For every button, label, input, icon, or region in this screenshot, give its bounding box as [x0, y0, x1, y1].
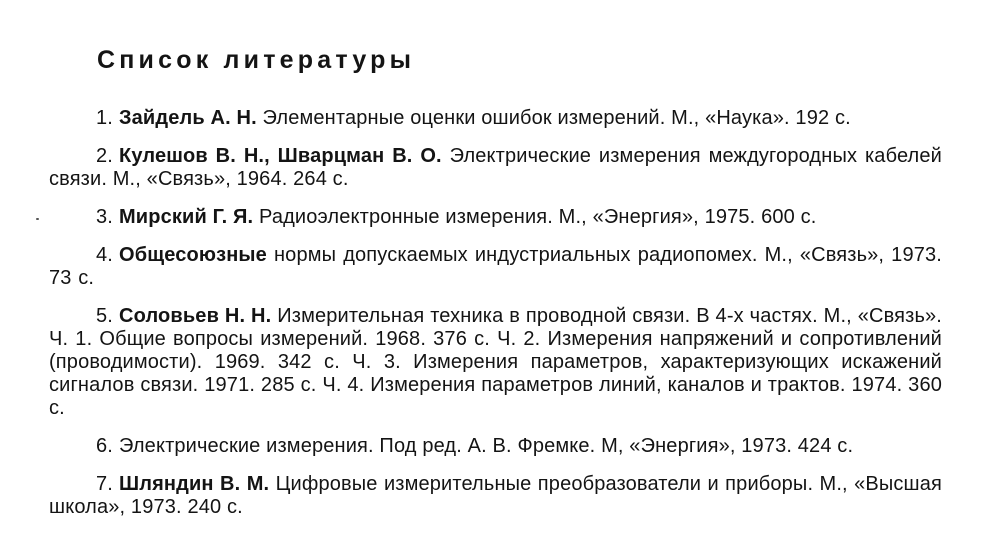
- reference-author: Шляндин В. М.: [118, 473, 270, 495]
- reference-text: Радиоэлектронные измерения. М., «Энергия», 1975. 600 с.: [259, 206, 817, 228]
- reference-number: 2.: [96, 145, 113, 167]
- reference-author: Общесоюзные: [118, 244, 267, 266]
- reference-text: нормы допускаемых индустриальных радиопомех. М., «Связь», 1973. 73 с.: [49, 244, 942, 289]
- reference-item: [49, 107, 942, 130]
- page-title: Список литературы: [97, 46, 416, 74]
- reference-item: [49, 435, 942, 458]
- reference-item: [49, 206, 942, 229]
- reference-text: Цифровые измерительные преобразователи и приборы. М., «Высшая школа», 1973. 240 с.: [49, 473, 942, 518]
- reference-number: 6.: [96, 435, 113, 457]
- reference-number: 5.: [96, 305, 113, 327]
- reference-text: Элементарные оценки ошибок измерений. М., «Наука». 192 с.: [262, 107, 851, 129]
- reference-number: 4.: [96, 244, 113, 266]
- reference-number: 7.: [96, 473, 113, 495]
- reference-author: Кулешов В. Н., Шварцман В. О.: [118, 145, 442, 167]
- reference-author: Мирский Г. Я.: [118, 206, 254, 228]
- reference-text: Измерительная техника в проводной связи. В 4-х частях. М., «Связь». Ч. 1. Общие вопросы измерений. 1968. 376 с. Ч. 2. Измерения напряжений и сопротивлений (проводимости). 1969. 342 с. Ч. 3. Измерения параметров, характеризующих искажений сигналов связи. 1971. 285 с. Ч. 4. Измерения параметров линий, каналов и трактов. 1974. 360 с.: [49, 305, 942, 419]
- reference-item: [49, 244, 942, 290]
- reference-item: [49, 305, 942, 420]
- reference-list: [49, 92, 942, 519]
- print-speck: [36, 218, 39, 220]
- reference-text: Электрические измерения междугородных кабелей связи. М., «Связь», 1964. 264 с.: [49, 145, 942, 190]
- reference-text: Электрические измерения. Под ред. А. В. Фремке. М, «Энергия», 1973. 424 с.: [118, 435, 854, 457]
- reference-number: 1.: [96, 107, 113, 129]
- reference-author: Зайдель А. Н.: [118, 107, 257, 129]
- reference-number: 3.: [96, 206, 113, 228]
- reference-item: [49, 473, 942, 519]
- reference-item: [49, 145, 942, 191]
- reference-author: Соловьев Н. Н.: [118, 305, 272, 327]
